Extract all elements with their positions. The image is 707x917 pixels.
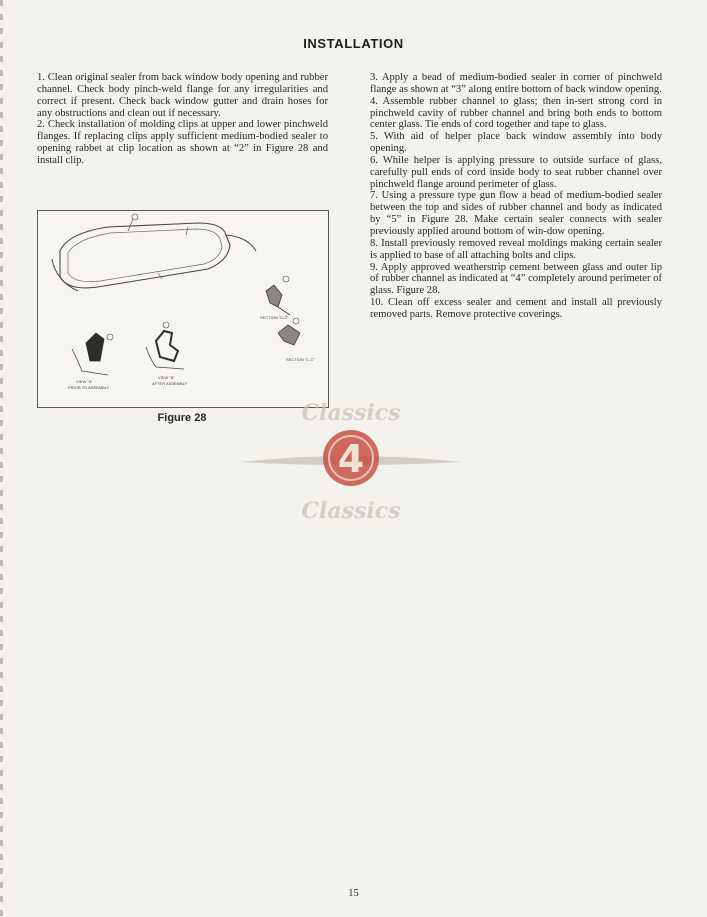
figure-caption: Figure 28 (157, 412, 207, 424)
back-window-diagram (38, 211, 328, 407)
step-9: 9. Apply approved weatherstrip cement between glass and outer lip of rubber channel as indicated at “4” completely around perimeter of glass. Figure 28. (370, 261, 662, 297)
step-1: 1. Clean original sealer from back window body opening and rubber channel. Check body pinch-weld flange for any irregularities and correct if present. Check back window gutter and drain hoses for any obstructions and clean out if necessary. (37, 72, 328, 119)
page-heading: INSTALLATION (303, 36, 404, 51)
step-10: 10. Clean off excess sealer and cement and install all previously removed parts. Remove protective coverings. (370, 297, 662, 320)
label-after-assembly: AFTER ASSEMBLY (152, 381, 188, 386)
step-6: 6. While helper is applying pressure to outside surface of glass, carefully pull ends of cord inside body to seat rubber channel over pinchweld flange around perimeter of glass. (370, 154, 662, 190)
label-section-cc: SECTION "C-C" (286, 357, 315, 362)
label-view-b: VIEW "B" (158, 375, 175, 380)
step-8: 8. Install previously removed reveal moldings making certain sealer is applied to base of all attaching bolts and clips. (370, 237, 662, 261)
label-view-a: VIEW "A" (76, 379, 93, 384)
page-number: 15 (348, 888, 359, 899)
step-5: 5. With aid of helper place back window assembly into body opening. (370, 131, 662, 155)
figure-28-illustration (37, 210, 329, 408)
svg-text:Classics: Classics (301, 400, 401, 426)
step-7: 7. Using a pressure type gun flow a bead of medium-bodied sealer between the top and sides of rubber channel and body as indicated by “5” in Figure 28. Make certain sealer connects with sealer previously applied around bottom of win-dow opening. (370, 190, 662, 237)
binding-edge (0, 0, 3, 917)
label-section-dd: SECTION "D-D" (260, 315, 289, 320)
step-3: 3. Apply a bead of medium-bodied sealer in corner of pinchweld flange as shown at “3” along entire bottom of back window opening. (370, 72, 662, 95)
classics-watermark-logo (236, 396, 466, 526)
left-column (37, 72, 328, 167)
step-2: 2. Check installation of molding clips at upper and lower pinchweld flanges. If replacing clips apply sufficient medium-bodied sealer to opening rabbet at clip location as shown at “2” in Figure 28 and install clip. (37, 119, 328, 166)
step-4: 4. Assemble rubber channel to glass; then in-sert strong cord in pinchweld cavity of rubber channel and bring both ends to bottom center glass. Tie ends of cord together and tape to glass. (370, 95, 662, 131)
svg-text:Classics: Classics (301, 498, 401, 524)
right-column (370, 72, 662, 321)
svg-text:4: 4 (337, 437, 365, 481)
label-prior-assembly: PRIOR TO ASSEMBLY (68, 385, 110, 390)
